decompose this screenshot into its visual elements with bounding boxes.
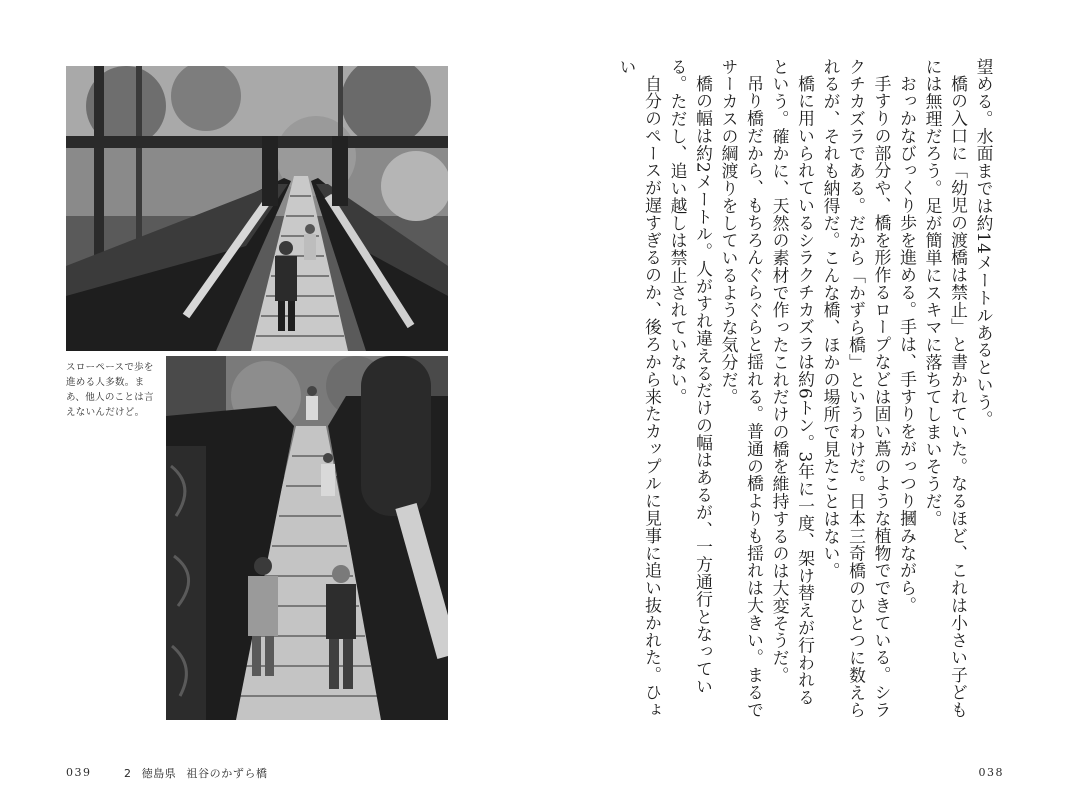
- bridge-photo-top: [66, 66, 448, 351]
- photo-caption: スローペースで歩を進める人多数。まあ、他人のことは言えないんだけど。: [66, 362, 154, 418]
- paragraph: 橋に用いられているシラクチカズラは約6トン。3年に一度、架け替えが行われるという。確かに、天然の素材で作ったこれだけの橋を維持するのは大変そうだ。: [770, 58, 816, 706]
- paragraph: 吊り橋だから、もちろんぐらぐらと揺れる。普通の橋よりも揺れは大きい。まるでサーカスの綱渡りをしているような気分だ。: [719, 58, 765, 719]
- paragraph: 橋の入口に「幼児の渡橋は禁止」と書かれていた。なるほど、これは小さい子どもには無理だろう。足が簡単にスキマに落ちてしまいそうだ。: [923, 58, 969, 719]
- chapter-title: 祖谷のかずら橋: [186, 767, 268, 780]
- paragraph: おっかなびっくり歩を進める。手は、手すりをがっつり摑みながら。: [897, 74, 918, 614]
- paragraph: 望める。水面までは約14メートルあるという。: [974, 58, 994, 429]
- prefecture-label: 徳島県: [141, 767, 177, 780]
- paragraph: 橋の幅は約2メートル。人がすれ違えるだけの幅はあるが、一方通行となっている。ただし、追い越しは禁止されていない。: [668, 58, 714, 695]
- bridge-photo-bottom: [166, 356, 448, 720]
- paragraph: 手すりの部分や、橋を形作るロープなどは固い蔦のような植物でできている。シラクチカズラである。だから「かずら橋」というわけだ。日本三奇橋のひとつに数えられるが、それも納得だ。こんな橋、ほかの場所で見たことはない。: [821, 58, 892, 719]
- page-number-right: 038: [978, 766, 1004, 779]
- running-header: [124, 765, 278, 781]
- paragraph: 自分のペースが遅すぎるのか、後ろから来たカップルに見事に追い抜かれた。ひょい: [617, 58, 663, 719]
- body-text: [612, 58, 996, 720]
- chapter-number: 2: [124, 767, 132, 780]
- page-number-left: 039: [66, 766, 92, 779]
